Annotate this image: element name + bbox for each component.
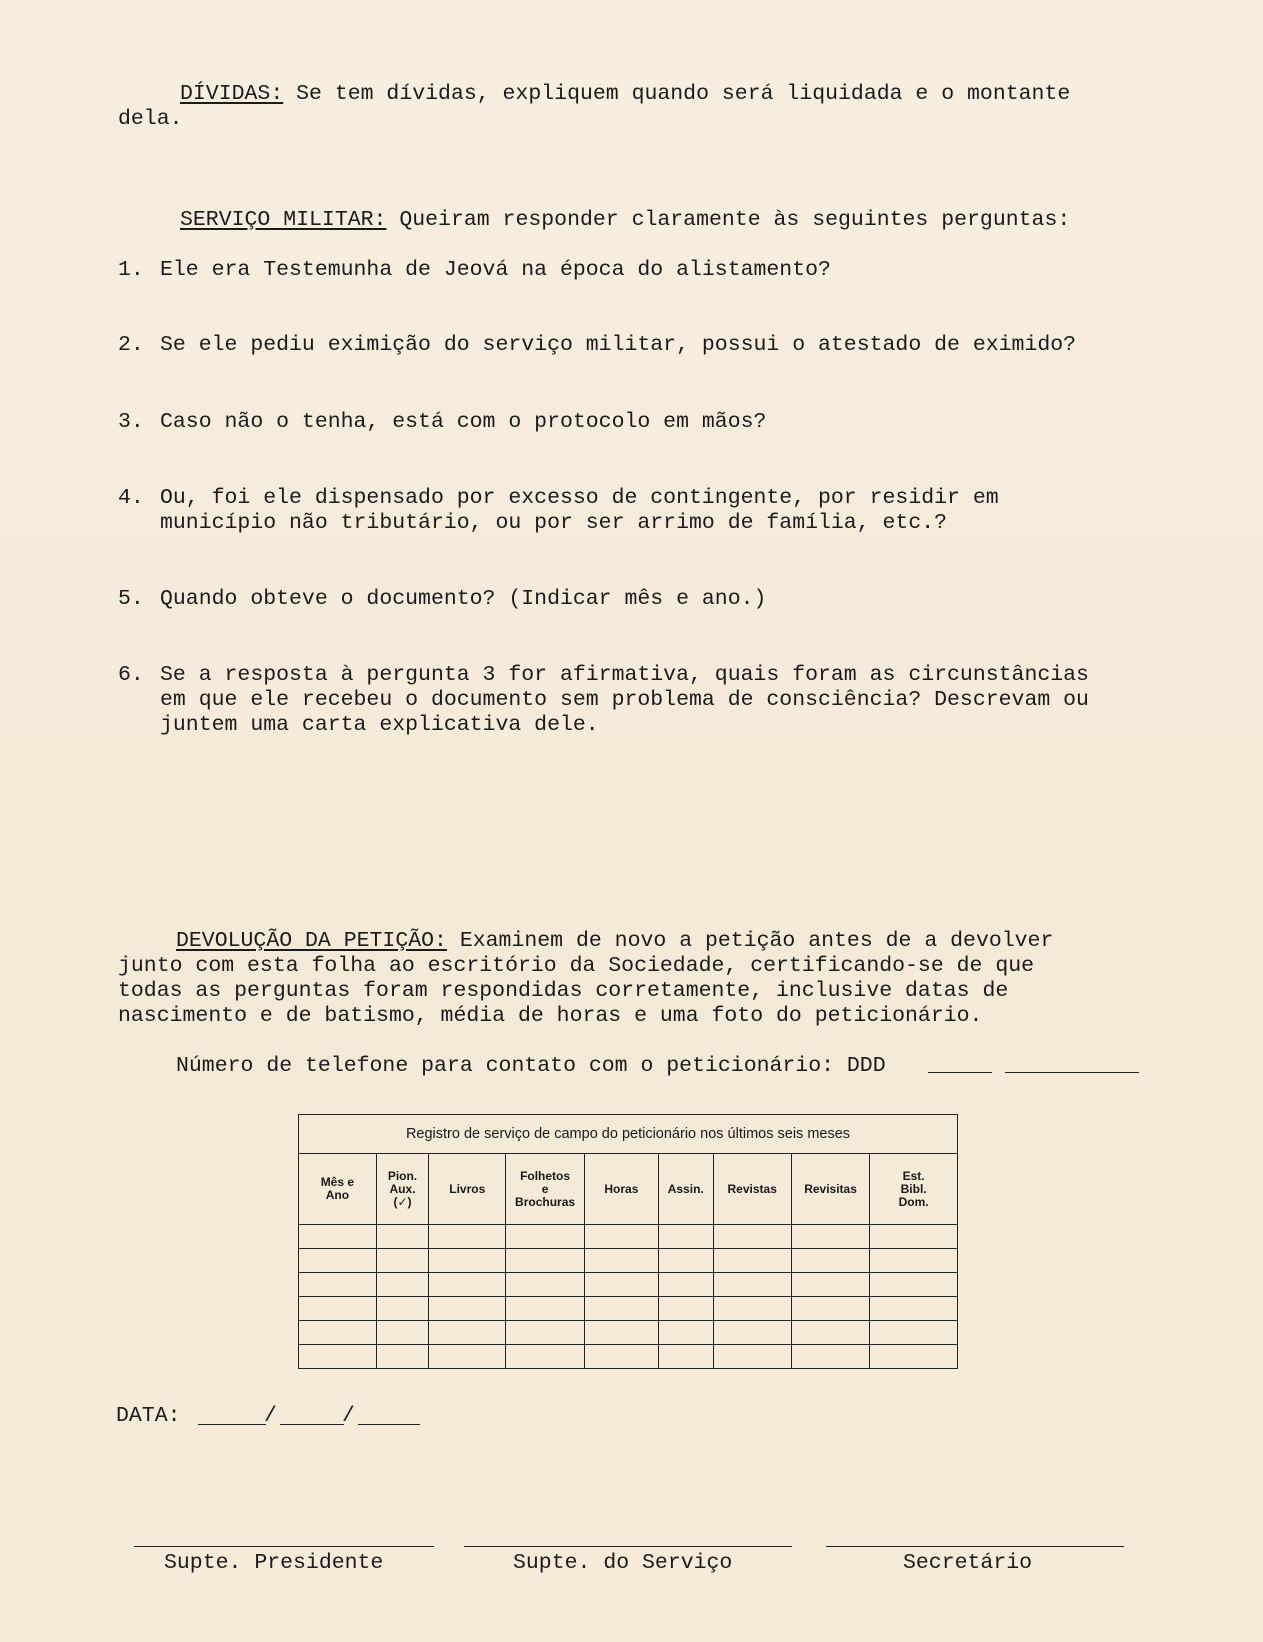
data-label: DATA: <box>116 1404 181 1428</box>
signature-label-secretario: Secretário <box>903 1551 1033 1575</box>
table-cell[interactable] <box>429 1297 506 1321</box>
table-cell[interactable] <box>870 1225 958 1249</box>
signature-line-presidente[interactable] <box>134 1546 434 1547</box>
table-cell[interactable] <box>429 1225 506 1249</box>
table-cell[interactable] <box>870 1249 958 1273</box>
question-number: 1. <box>118 258 144 282</box>
table-cell[interactable] <box>791 1225 869 1249</box>
col-assin: Assin. <box>658 1154 713 1225</box>
table-cell[interactable] <box>870 1273 958 1297</box>
table-cell[interactable] <box>429 1249 506 1273</box>
devolucao-line1 <box>176 929 1053 954</box>
table-cell[interactable] <box>713 1273 791 1297</box>
devolucao-heading: DEVOLUÇÃO DA PETIÇÃO: <box>176 929 447 953</box>
col-folhetos: Folhetos e Brochuras <box>506 1154 585 1225</box>
ddd-input-line[interactable] <box>928 1072 992 1073</box>
devolucao-text: Examinem de novo a petição antes de a devolver <box>446 929 1054 953</box>
question-number: 5. <box>118 587 144 611</box>
table-header-row <box>299 1154 958 1225</box>
table-cell[interactable] <box>584 1249 658 1273</box>
question-text: Ou, foi ele dispensado por excesso de contingente, por residir em <box>160 486 999 510</box>
table-cell[interactable] <box>299 1345 377 1369</box>
table-cell[interactable] <box>299 1297 377 1321</box>
table-cell[interactable] <box>713 1321 791 1345</box>
question-number: 2. <box>118 333 144 357</box>
dividas-line2: dela. <box>118 107 183 131</box>
col-horas: Horas <box>584 1154 658 1225</box>
table-cell[interactable] <box>584 1321 658 1345</box>
table-row <box>299 1249 958 1273</box>
table-cell[interactable] <box>658 1273 713 1297</box>
table-cell[interactable] <box>376 1345 428 1369</box>
table-cell[interactable] <box>506 1297 585 1321</box>
table-cell[interactable] <box>429 1321 506 1345</box>
table-cell[interactable] <box>658 1345 713 1369</box>
question-text: Ele era Testemunha de Jeová na época do alistamento? <box>160 258 831 282</box>
table-cell[interactable] <box>791 1345 869 1369</box>
table-row <box>299 1225 958 1249</box>
table-cell[interactable] <box>506 1273 585 1297</box>
table-cell[interactable] <box>713 1345 791 1369</box>
question-text: Quando obteve o documento? (Indicar mês e ano.) <box>160 587 767 611</box>
table-row <box>299 1345 958 1369</box>
question-text: Caso não o tenha, está com o protocolo em mãos? <box>160 410 767 434</box>
table-cell[interactable] <box>376 1321 428 1345</box>
table-title: Registro de serviço de campo do peticionário nos últimos seis meses <box>299 1115 958 1154</box>
question-number: 6. <box>118 663 144 687</box>
table-cell[interactable] <box>299 1249 377 1273</box>
table-cell[interactable] <box>429 1345 506 1369</box>
table-cell[interactable] <box>658 1249 713 1273</box>
col-pion-aux: Pion. Aux. (✓) <box>376 1154 428 1225</box>
table-cell[interactable] <box>584 1273 658 1297</box>
table-cell[interactable] <box>870 1321 958 1345</box>
table-cell[interactable] <box>584 1345 658 1369</box>
table-cell[interactable] <box>713 1225 791 1249</box>
date-separator: / <box>342 1404 355 1428</box>
col-est-bibl: Est. Bibl. Dom. <box>870 1154 958 1225</box>
table-cell[interactable] <box>506 1321 585 1345</box>
table-cell[interactable] <box>791 1297 869 1321</box>
date-separator: / <box>264 1404 277 1428</box>
col-mes-ano: Mês e Ano <box>299 1154 377 1225</box>
table-cell[interactable] <box>791 1249 869 1273</box>
table-cell[interactable] <box>376 1249 428 1273</box>
service-record-table <box>298 1114 958 1369</box>
table-cell[interactable] <box>506 1225 585 1249</box>
table-cell[interactable] <box>376 1273 428 1297</box>
question-number: 3. <box>118 410 144 434</box>
devolucao-line2: junto com esta folha ao escritório da Sociedade, certificando-se de que <box>118 954 1035 978</box>
question-text: juntem uma carta explicativa dele. <box>160 713 599 737</box>
signature-label-presidente: Supte. Presidente <box>164 1551 384 1575</box>
table-cell[interactable] <box>791 1321 869 1345</box>
table-cell[interactable] <box>584 1225 658 1249</box>
servico-militar-heading: SERVIÇO MILITAR: <box>180 208 387 232</box>
table-cell[interactable] <box>376 1225 428 1249</box>
table-cell[interactable] <box>506 1345 585 1369</box>
devolucao-line3: todas as perguntas foram respondidas corretamente, inclusive datas de <box>118 979 1009 1003</box>
servico-militar-intro <box>180 208 1070 233</box>
table-cell[interactable] <box>376 1297 428 1321</box>
date-month-line[interactable] <box>280 1424 344 1425</box>
telefone-label: Número de telefone para contato com o peticionário: DDD <box>176 1054 886 1078</box>
table-cell[interactable] <box>299 1321 377 1345</box>
table-row <box>299 1297 958 1321</box>
signature-line-servico[interactable] <box>464 1546 792 1547</box>
table-cell[interactable] <box>870 1297 958 1321</box>
table-cell[interactable] <box>658 1225 713 1249</box>
phone-input-line[interactable] <box>1005 1072 1139 1073</box>
dividas-heading: DÍVIDAS: <box>180 82 284 106</box>
table-cell[interactable] <box>870 1345 958 1369</box>
table-row <box>299 1273 958 1297</box>
table-cell[interactable] <box>429 1273 506 1297</box>
question-text: em que ele recebeu o documento sem problema de consciência? Descrevam ou <box>160 688 1089 712</box>
table-cell[interactable] <box>299 1225 377 1249</box>
question-text: município não tributário, ou por ser arrimo de família, etc.? <box>160 511 948 535</box>
date-day-line[interactable] <box>198 1424 266 1425</box>
question-text: Se a resposta à pergunta 3 for afirmativa, quais foram as circunstâncias <box>160 663 1089 687</box>
signature-label-servico: Supte. do Serviço <box>513 1551 733 1575</box>
question-number: 4. <box>118 486 144 510</box>
table-cell[interactable] <box>713 1249 791 1273</box>
table-cell[interactable] <box>791 1273 869 1297</box>
table-cell[interactable] <box>658 1321 713 1345</box>
table-cell[interactable] <box>584 1297 658 1321</box>
table-cell[interactable] <box>713 1297 791 1321</box>
signature-line-secretario[interactable] <box>826 1546 1124 1547</box>
col-livros: Livros <box>429 1154 506 1225</box>
dividas-text: Se tem dívidas, expliquem quando será liquidada e o montante <box>283 82 1071 106</box>
date-year-line[interactable] <box>358 1424 420 1425</box>
dividas-line1 <box>180 82 1070 107</box>
table-cell[interactable] <box>658 1297 713 1321</box>
table-cell[interactable] <box>299 1273 377 1297</box>
servico-militar-text: Queiram responder claramente às seguintes perguntas: <box>386 208 1071 232</box>
col-revistas: Revistas <box>713 1154 791 1225</box>
col-revisitas: Revisitas <box>791 1154 869 1225</box>
question-text: Se ele pediu eximição do serviço militar, possui o atestado de eximido? <box>160 333 1077 357</box>
devolucao-line4: nascimento e de batismo, média de horas e uma foto do peticionário. <box>118 1004 983 1028</box>
table-row <box>299 1321 958 1345</box>
table-cell[interactable] <box>506 1249 585 1273</box>
